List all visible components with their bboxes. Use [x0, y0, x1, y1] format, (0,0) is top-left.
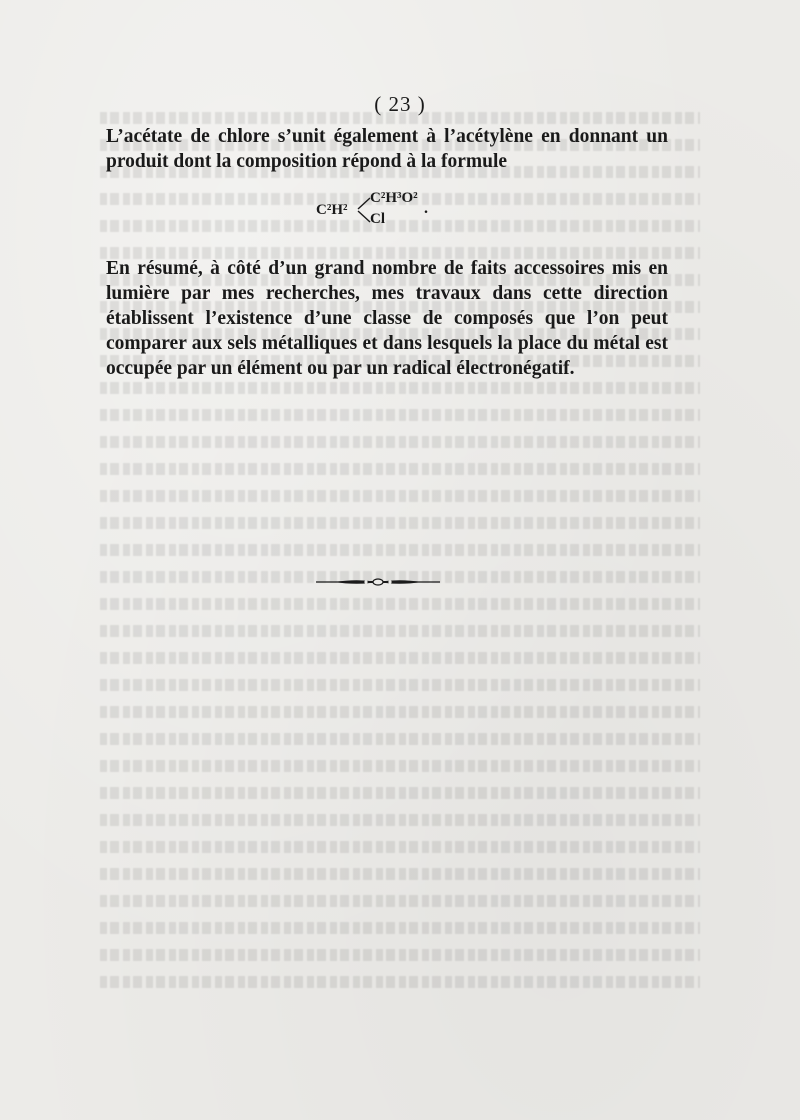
page-number: ( 23 ): [374, 92, 426, 116]
formula-base: C²H²: [316, 202, 348, 218]
formula-bottom-group: Cl: [370, 211, 385, 227]
formula-top-group: C²H³O²: [370, 190, 418, 206]
formula-period: .: [424, 200, 428, 217]
paragraph-acetate-chlore: L’acétate de chlore s’unit également à l’acétylène en donnant un produit dont la composition répond à la formule: [106, 126, 668, 172]
show-through-text: [100, 112, 700, 992]
fleuron-ornament: [314, 572, 442, 592]
chemical-formula: [316, 190, 456, 230]
paragraph-resume: En résumé, à côté d’un grand nombre de faits accessoires mis en lumière par mes recherches, mes travaux dans cette direction établissent l’existence d’une classe de composés que l’on peut comparer aux sels métalliques et dans lesquels la place du métal est occupée par un élément ou par un radical électronégatif.: [106, 258, 668, 379]
